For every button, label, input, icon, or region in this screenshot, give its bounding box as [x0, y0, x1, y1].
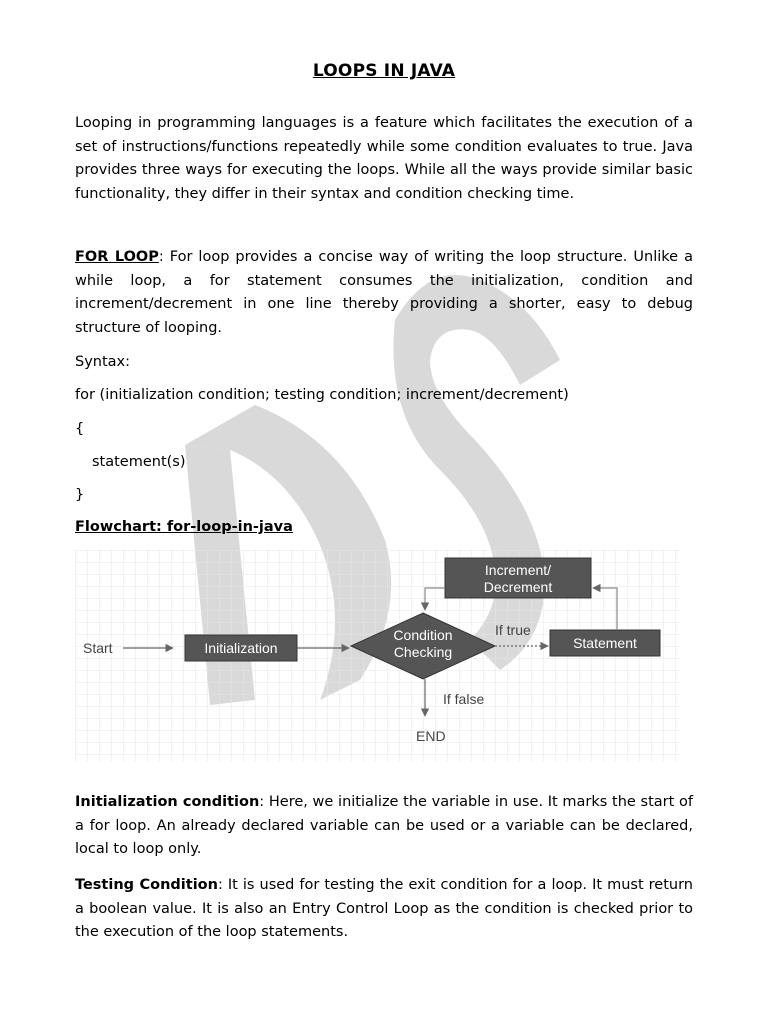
for-loop-flowchart	[75, 550, 681, 762]
init-condition-text: : Here, we initialize the variable in use. It marks the start of a for loop. An already declared variable can be used or a variable can be declared, local to loop only.	[75, 794, 693, 857]
syntax-for-line: for (initialization condition; testing condition; increment/decrement)	[75, 387, 569, 403]
testing-condition-heading: Testing Condition	[75, 877, 218, 893]
flow-start-label: Start	[83, 640, 113, 656]
syntax-statement: statement(s)	[92, 454, 186, 470]
flow-condition-label-line2: Checking	[393, 644, 453, 660]
flow-condition-label-line1: Condition	[393, 627, 453, 643]
page-title: LOOPS IN JAVA	[312, 61, 456, 81]
flow-initialization-label: Initialization	[204, 640, 278, 656]
for-loop-text: : For loop provides a concise way of writing the loop structure. Unlike a while loop, a for statement consumes the initialization, condition and increment/decrement in one line thereby providing a shorter, easy to debug structure of looping.	[75, 249, 693, 336]
testing-condition-paragraph	[75, 874, 693, 945]
syntax-open-brace: {	[75, 421, 85, 437]
flow-increment-label-line2: Decrement	[483, 579, 553, 595]
for-loop-heading: FOR LOOP	[75, 249, 159, 265]
init-condition-paragraph	[75, 791, 693, 862]
flow-increment-label-line1: Increment/	[484, 562, 552, 578]
flowchart-heading: Flowchart: for-loop-in-java	[75, 519, 293, 535]
flow-statement-label: Statement	[573, 635, 637, 651]
syntax-label: Syntax:	[75, 354, 131, 370]
intro-paragraph: Looping in programming languages is a feature which facilitates the execution of a set of instructions/functions repeatedly while some condition evaluates to true. Java provides three ways for executing the loops. While all the ways provide similar basic functionality, they differ in their syntax and condition checking time.	[75, 115, 693, 202]
syntax-close-brace: }	[75, 487, 85, 503]
init-condition-heading: Initialization condition	[75, 794, 260, 810]
for-loop-paragraph	[75, 246, 693, 340]
flow-if-false-label: If false	[443, 691, 485, 707]
testing-condition-text: : It is used for testing the exit condition for a loop. It must return a boolean value. It is also an Entry Control Loop as the condition is checked prior to the execution of the loop statements.	[75, 877, 693, 940]
flow-end-label: END	[416, 728, 446, 744]
flow-if-true-label: If true	[495, 622, 531, 638]
